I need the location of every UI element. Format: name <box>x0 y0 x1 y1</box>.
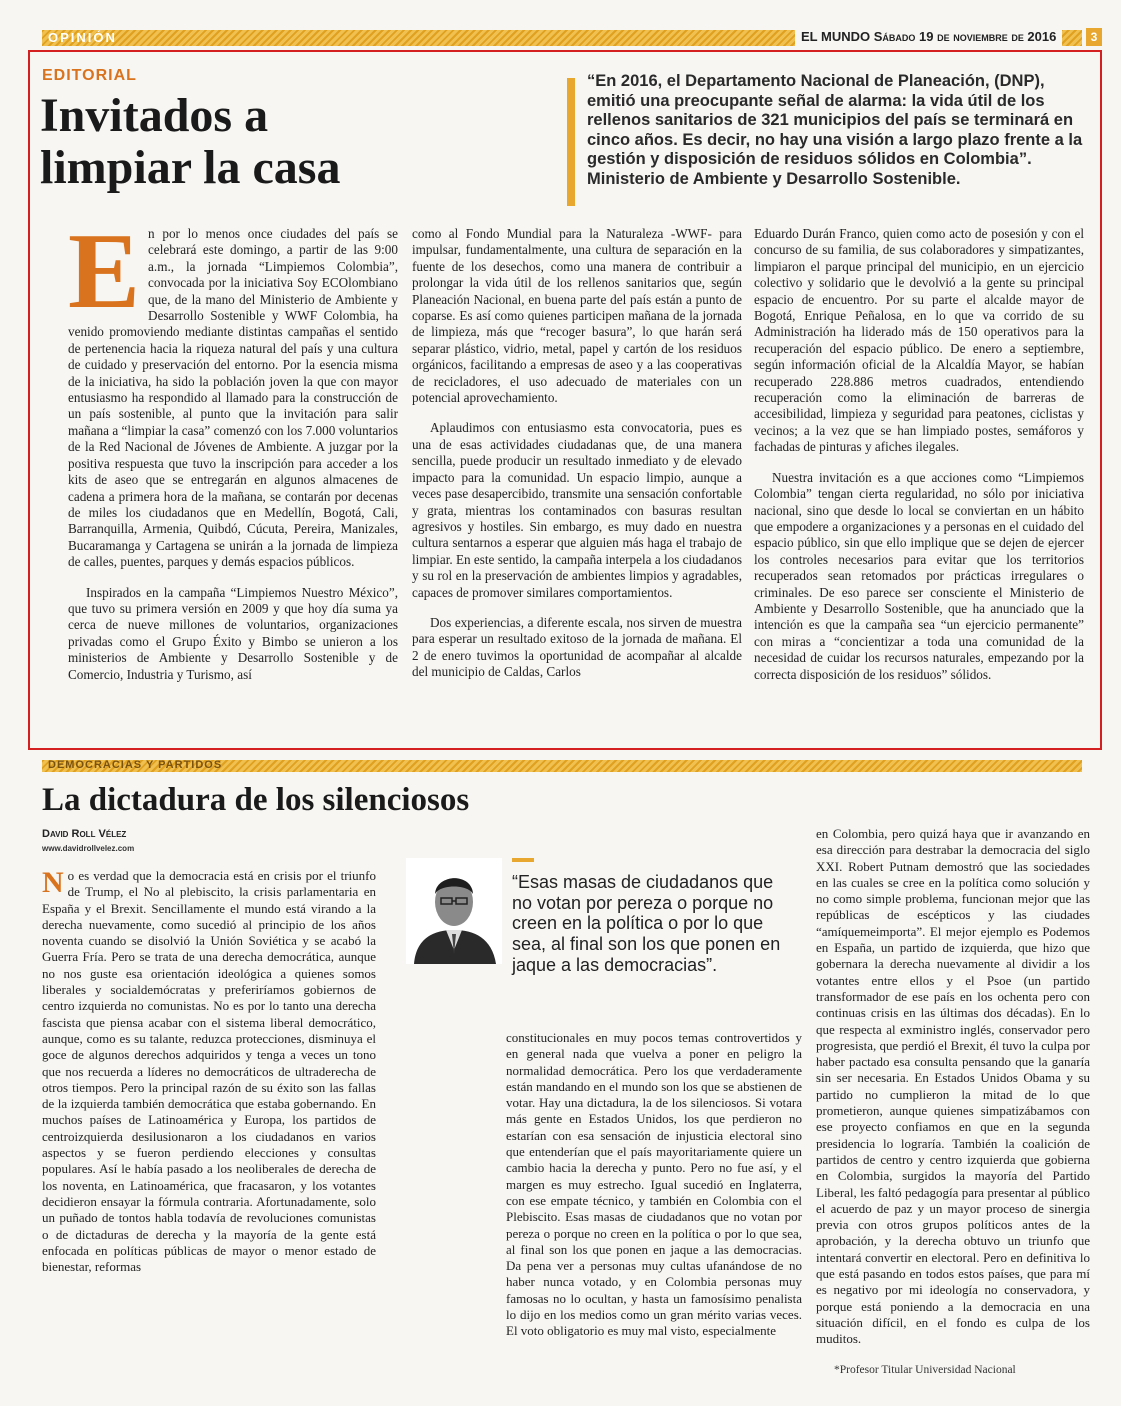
editorial-column-1 <box>68 212 398 697</box>
column-col1-text: o es verdad que la democracia está en crisis por el triunfo de Trump, el No al plebiscito, la crisis parlamentaria en España y el Brexit. Sencillamente el mundo está virando a la derecha nuevamente, como sucedió al principio de los años noventa cuando se disolvió la Unión Soviética y se acabó la Guerra Fría. Pero se trata de una derecha democrática, aunque no nos guste esa orientación ideológica a quienes somos liberales y socialdemócratas y preferiríamos gobiernos de centro izquierda no comunistas. No es por lo tanto una derecha fascista que piensa acabar con el sistema liberal democrático, aunque, como es su talante, reduzca protecciones, disminuya el goce de algunos derechos adquiridos y tenga a veces un tono que nos recuerda a líderes no democráticos de ultraderecha de otros tiempos. Pero la principal razón de su éxito son las fallas de la izquierda también democrática que estaba gobernando. En muchos países de Latinoamérica y Europa, los partidos de centroizquierda desilusionaron a los ciudadanos en varios aspectos y se fueron perdiendo elecciones y consultas populares. Así le había pasado a los neoliberales de derecha de los noventa, en Latinoamérica, que fracasaron, y los votantes decidieron ensayar la fórmula contraria. Afortunadamente, solo un puñado de tontos habla todavía de revoluciones comunistas o de dictaduras de derecha y la mayoría de la gente está enfocada en políticas públicas de mayor o menor estado de bienestar, reformas <box>42 868 376 1275</box>
editorial-pullquote: “En 2016, el Departamento Nacional de Planeación, (DNP), emitió una preocupante señal de alarma: la vida útil de los rellenos sanitarios de 321 municipios del país se terminará en cinco años. Es decir, no hay una visión a largo plazo frente a la gestión y disposición de residuos sólidos en Colombia”. Ministerio de Ambiente y Desarrollo Sostenible. <box>587 72 1083 188</box>
section-label-opinion: OPINIÓN <box>48 30 117 45</box>
column-paragraph: en Colombia, pero quizá haya que ir avanzando en esa dirección para destrabar la democracia del siglo XXI. Robert Putnam demostró que las sociedades en las cuales se cree en la política como solución y no como simple problema, funcionan mejor que las repúblicas de escépticos y las ciudades “amíquemeimporta”. El mejor ejemplo es Podemos en España, un partido de izquierda, que hizo que gobernara la derecha nuevamente al dividir a los votantes entre ellos y el Psoe (un partido transformador de ese país en los ochenta pero con continuas crisis en las últimas dos décadas). En lo que respecta al exministro inglés, conservador pero progresista, que perdió el Brexit, él tuvo la culpa por haber pactado esa consulta pensando que la ganaría sin ser necesaria. En Estados Unidos Obama y su partido no cumplieron la mitad de lo que prometieron, aunque quienes simpatizábamos con ese proyecto confiamos en que en la segunda presidencia lo lograría. También la coalición de partidos de centro y centro izquierda que gobierna en Colombia, surgidos la mayoría del Partido Liberal, les faltó pedagogía para presentar al público el acuerdo de paz y un mayor proceso de sinergia previa con otros grupos políticos antes de la aprobación, y la derecha obtuvo un triunfo que intentará convertir en electoral. Pero en definitiva lo que está pasando en todos estos países, que para mí es negativo por mi ideología no conservadora, y porque está poniendo a la democracia en una situación difícil, en el fondo es culpa de los muditos. <box>816 826 1091 1347</box>
column-paragraph <box>42 868 376 1275</box>
editorial-paragraph: Aplaudimos con entusiasmo esta convocatoria, pues es una de esas actividades ciudadanas que, de una manera sencilla, puede producir un resultado inmediato y de elevado impacto para la comunidad. Un espacio limpio, aunque a veces pase desapercibido, transmite una sensación confortable y grata, mientras los contaminados con basuras resultan agresivos y hostiles. Sin embargo, es muy dado en nuestra cultura sentarnos a esperar que alguien más haga el trabajo de limpiar. En este sentido, la campaña interpela a los ciudadanos y su rol en la preservación de ambientes limpios y agradables, capaces de promover similares comportamientos. <box>412 420 742 600</box>
drop-cap: N <box>42 866 64 899</box>
author-name: David Roll Vélez <box>42 828 127 840</box>
editorial-column-2 <box>412 226 742 695</box>
pullquote-rule <box>512 858 534 862</box>
author-website: www.davidrollvelez.com <box>42 844 135 853</box>
newspaper-name: EL MUNDO <box>801 29 871 44</box>
editorial-title-line2: limpiar la casa <box>40 141 341 194</box>
section-label-democracias: DEMOCRACIAS Y PARTIDOS <box>48 759 223 771</box>
column-title: La dictadura de los silenciosos <box>42 782 470 818</box>
editorial-paragraph: Nuestra invitación es a que acciones como “Limpiemos Colombia” tengan cierta regularidad, no sólo por iniciativa nacional, sino que desde lo local se conviertan en un hábito que empodere a organizaciones y a personas en el cuidado del espacio público, sin que ello implique que se dejen de ejercer los controles necesarios para evitar que los territorios recuperados sean retomados por prácticas irregulares o criminales. De eso parece ser consciente el Ministerio de Ambiente y Desarrollo Sostenible, que ha anunciado que la intención es que la campaña sea “un ejercicio permanente” con miras a “concientizar a toda una comunidad de la necesidad de cuidar los recursos naturales, empezando por la correcta disposición de los residuos” sólidos. <box>754 469 1084 682</box>
page-number: 3 <box>1086 28 1102 46</box>
editorial-paragraph: como al Fondo Mundial para la Naturaleza -WWF- para impulsar, fundamentalmente, una cultura de separación en la fuente de los desechos, como una manera de contribuir a prolongar la vida útil de los rellenos sanitarios que, según Planeación Nacional, en buena parte del país están a punto de coparse. Es así como quienes participen mañana de la jornada de limpieza, más que “recoger basura”, lo que harán será separar plástico, vidrio, metal, papel y cartón de los residuos orgánicos, facilitando a empresas de aseo y a las cooperativas de recicladores, el uso adecuado de materiales con un potencial aprovechamiento. <box>412 226 742 406</box>
quote-rule <box>567 78 575 206</box>
column-text-2 <box>506 1030 802 1354</box>
editorial-title <box>40 90 340 194</box>
editorial-kicker: EDITORIAL <box>42 67 137 84</box>
author-photo <box>406 858 502 964</box>
drop-cap: E <box>68 212 141 331</box>
editorial-paragraph: Dos experiencias, a diferente escala, nos sirven de muestra para esperar un resultado exitoso de la jornada de mañana. El 2 de enero tuvimos la oportunidad de acompañar al alcalde del municipio de Caldas, Carlos <box>412 614 742 680</box>
editorial-column-3 <box>754 226 1084 697</box>
footnote: *Profesor Titular Universidad Nacional <box>834 1364 1016 1376</box>
author-photo-illustration <box>406 858 502 964</box>
editorial-paragraph: Inspirados en la campaña “Limpiemos Nuestro México”, que tuvo su primera versión en 2009 y que hoy día suma ya cerca de nueve millones de voluntarios, organizaciones privadas como el Grupo Éxito y Bimbo se unieron a los ministerios de Ambiente y Desarrollo Sostenible y de Comercio, Industria y Turismo, así <box>68 584 398 682</box>
column-pullquote: “Esas masas de ciudadanos que no votan por pereza o porque no creen en la política o por lo que sea, al final son los que ponen en jaque a las democracias”. <box>512 872 781 975</box>
column-text-3 <box>816 826 1090 1362</box>
masthead <box>795 28 1062 46</box>
editorial-paragraph <box>68 212 398 571</box>
editorial-title-line1: Invitados a <box>40 89 269 142</box>
editorial-col1-p1: n por lo menos once ciudades del país se celebrará este domingo, a partir de las 9:00 a.m., la jornada “Limpiemos Colombia”, convocada por la iniciativa Soy ECOlombiano que, de la mano del Ministerio de Ambiente y Desarrollo Sostenible y WWF Colombia, ha venido promoviendo mediante distintas campañas el sentido de pertenencia hacia la riqueza natural del país y una cultura de cuidado y preservación del entorno. Por la esencia misma de la iniciativa, ha sido la población joven la que con mayor entusiasmo ha respondido al llamado para la construcción de un país sostenible, al punto que la invitación para salir mañana a “limpiar la casa” comenzó con los 7.000 voluntarios de la Red Nacional de Jóvenes de Ambiente. A juzgar por la positiva respuesta que tuvo la inscripción para acceder a los kits de aseo que se entregarán en algunos almacenes de cadena a primera hora de la mañana, se contarán por decenas de miles los ciudadanos que en Medellín, Bogotá, Cali, Barranquilla, Armenia, Quibdó, Cúcuta, Pereira, Manizales, Bucaramanga y Cartagena se unirán a la jornada de limpieza de calles, puentes, parques y demás espacios públicos. <box>68 226 398 570</box>
issue-date: Sábado 19 de noviembre de 2016 <box>873 29 1057 44</box>
column-paragraph: constitucionales en muy pocos temas controvertidos y en general nada que vuelva a poner en peligro la normalidad democrática. Pero los que verdaderamente están mandando en el mundo son los que se abstienen de votar. Hay una dictadura, la de los silenciosos. Si votara más gente en Estados Unidos, los que perdieron no estarían con esa sensación de injusticia electoral sino que entenderían que el país mayoritariamente quiere un cambio hacia la derecha y punto. Pero no fue así, y el margen es muy estrecho. Igual sucedió en Inglaterra, con ese empate técnico, y también en Colombia con el Plebiscito. Esas masas de ciudadanos que no votan por pereza o porque no creen en la política o por lo que sea, al final son los que ponen en jaque a las democracias. Da pena ver a personas muy cultas ufanándose de no haber nunca votado, y en Colombia personas muy famosas no lo ocultan, y hasta un famosísimo penalista lo dijo en los medios como un gran mérito varias veces. El voto obligatorio es muy mal visto, especialmente <box>506 1030 802 1339</box>
editorial-paragraph: Eduardo Durán Franco, quien como acto de posesión y con el concurso de su familia, de sus colaboradores y simpatizantes, limpiaron el parque principal del municipio, en un ejercicio colectivo y solidario que le devolvió a la gente su principal espacio de encuentro. Por su parte el alcalde mayor de Bogotá, Enrique Peñalosa, en lo que va corrido de su Administración ha liderado más de 150 operativos para la recuperación del espacio público. De enero a septiembre, según información oficial de la Alcaldía Mayor, se habían recuperado 228.886 metros cuadrados, entendiendo recuperación como la eliminación de barreras de accesibilidad, limpieza y seguridad para peatones, ciclistas y vecinos; a la vez que se han limpiado postes, semáforos y fachadas de pinturas y afiches ilegales. <box>754 226 1084 455</box>
column-text-1 <box>42 868 376 1289</box>
